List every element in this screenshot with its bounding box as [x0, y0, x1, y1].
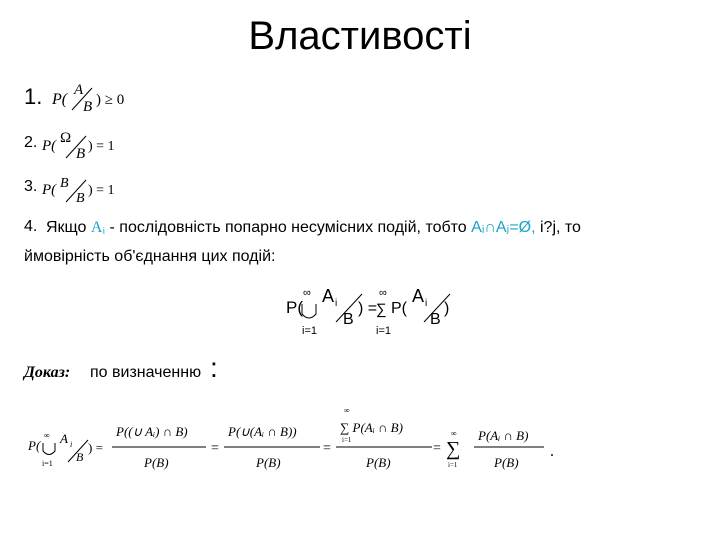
term-3-numerator: ∑ P(Aᵢ ∩ B)	[340, 420, 403, 435]
union-lower-limit: i=1	[302, 325, 317, 337]
equals-2: =	[323, 441, 331, 456]
formula-event-b: B	[343, 311, 354, 328]
equals-3: =	[433, 441, 441, 456]
equals-1: =	[211, 441, 219, 456]
term-4-denominator: P(B)	[494, 455, 519, 470]
p-symbol: P(	[52, 91, 68, 108]
proof-union-top: ∞	[44, 431, 50, 440]
formula-p-right: P(	[391, 300, 407, 317]
term-2-numerator: P(∪(Aᵢ ∩ B))	[228, 424, 297, 439]
p-symbol: P(	[42, 138, 57, 154]
formula-index-i: i	[335, 298, 338, 309]
formula-index-i-right: i	[425, 298, 428, 309]
term-4-sum-top: ∞	[451, 429, 457, 438]
item-number-3: 3.	[24, 178, 38, 195]
formula-event-a-right: A	[412, 286, 425, 306]
event-ai: Aᵢ	[90, 219, 106, 236]
proof-text: по визначенню	[90, 364, 202, 381]
term-3-sum-top: ∞	[344, 406, 350, 415]
slide-title: Властивості	[248, 14, 472, 58]
proof-event-b: B	[76, 450, 84, 464]
formula-p-left: P(	[286, 298, 303, 317]
proof-union-bottom: i=1	[42, 459, 53, 468]
term-3-sum-bottom: i=1	[342, 436, 352, 444]
item-number-2: 2.	[24, 134, 38, 151]
formula-event-b-right: B	[430, 311, 441, 328]
final-period: .	[550, 443, 554, 460]
item-number-4: 4.	[24, 218, 38, 235]
event-b-bottom: B	[76, 191, 85, 206]
term-1-denominator: P(B)	[144, 455, 169, 470]
proof-p: P(	[28, 438, 41, 453]
proof-event-a: A	[60, 431, 68, 446]
sum-upper-limit: ∞	[379, 287, 387, 299]
term-2-denominator: P(B)	[256, 455, 281, 470]
term-4-sum-symbol: ∑	[446, 438, 461, 460]
sum-lower-limit: i=1	[376, 325, 391, 337]
event-b-top: B	[60, 176, 69, 191]
formula-event-a: A	[322, 286, 335, 306]
union-upper-limit: ∞	[303, 287, 311, 299]
proof-union-symbol	[43, 443, 55, 455]
term-3-denominator: P(B)	[366, 455, 391, 470]
term-1-numerator: P((∪ Aᵢ) ∩ B)	[116, 424, 188, 439]
property-1-value: ) ≥ 0	[96, 92, 125, 108]
event-b: B	[76, 146, 86, 162]
event-b: B	[83, 99, 93, 115]
item-4-line-2: ймовірність об'єднання цих подій:	[24, 248, 276, 265]
p-symbol: P(	[42, 182, 57, 198]
item-4-text-b: - послідовність попарно несумісних подій, тобто	[109, 219, 467, 236]
omega-symbol: Ω	[60, 130, 72, 146]
term-4-sum-bottom: i=1	[448, 461, 458, 469]
proof-close: ) =	[88, 440, 103, 455]
sum-symbol: ∑	[376, 301, 387, 318]
formula-close-paren: )	[444, 300, 450, 317]
proof-index-i: i	[70, 440, 73, 449]
item-4-text-a: Якщо	[46, 219, 87, 236]
property-2-value: ) = 1	[88, 139, 115, 154]
item-number-1: 1.	[24, 84, 43, 109]
proof-label: Доказ:	[24, 364, 71, 381]
event-a: A	[74, 82, 84, 98]
formula-equals: ) =	[358, 300, 378, 317]
term-4-numerator: P(Aᵢ ∩ B)	[478, 428, 529, 443]
disjoint-condition: Aᵢ∩Aⱼ=Ø,	[471, 219, 536, 236]
proof-colon: :	[210, 352, 218, 383]
property-3-value: ) = 1	[88, 183, 115, 198]
item-4-text-c: i?j, то	[540, 219, 581, 236]
